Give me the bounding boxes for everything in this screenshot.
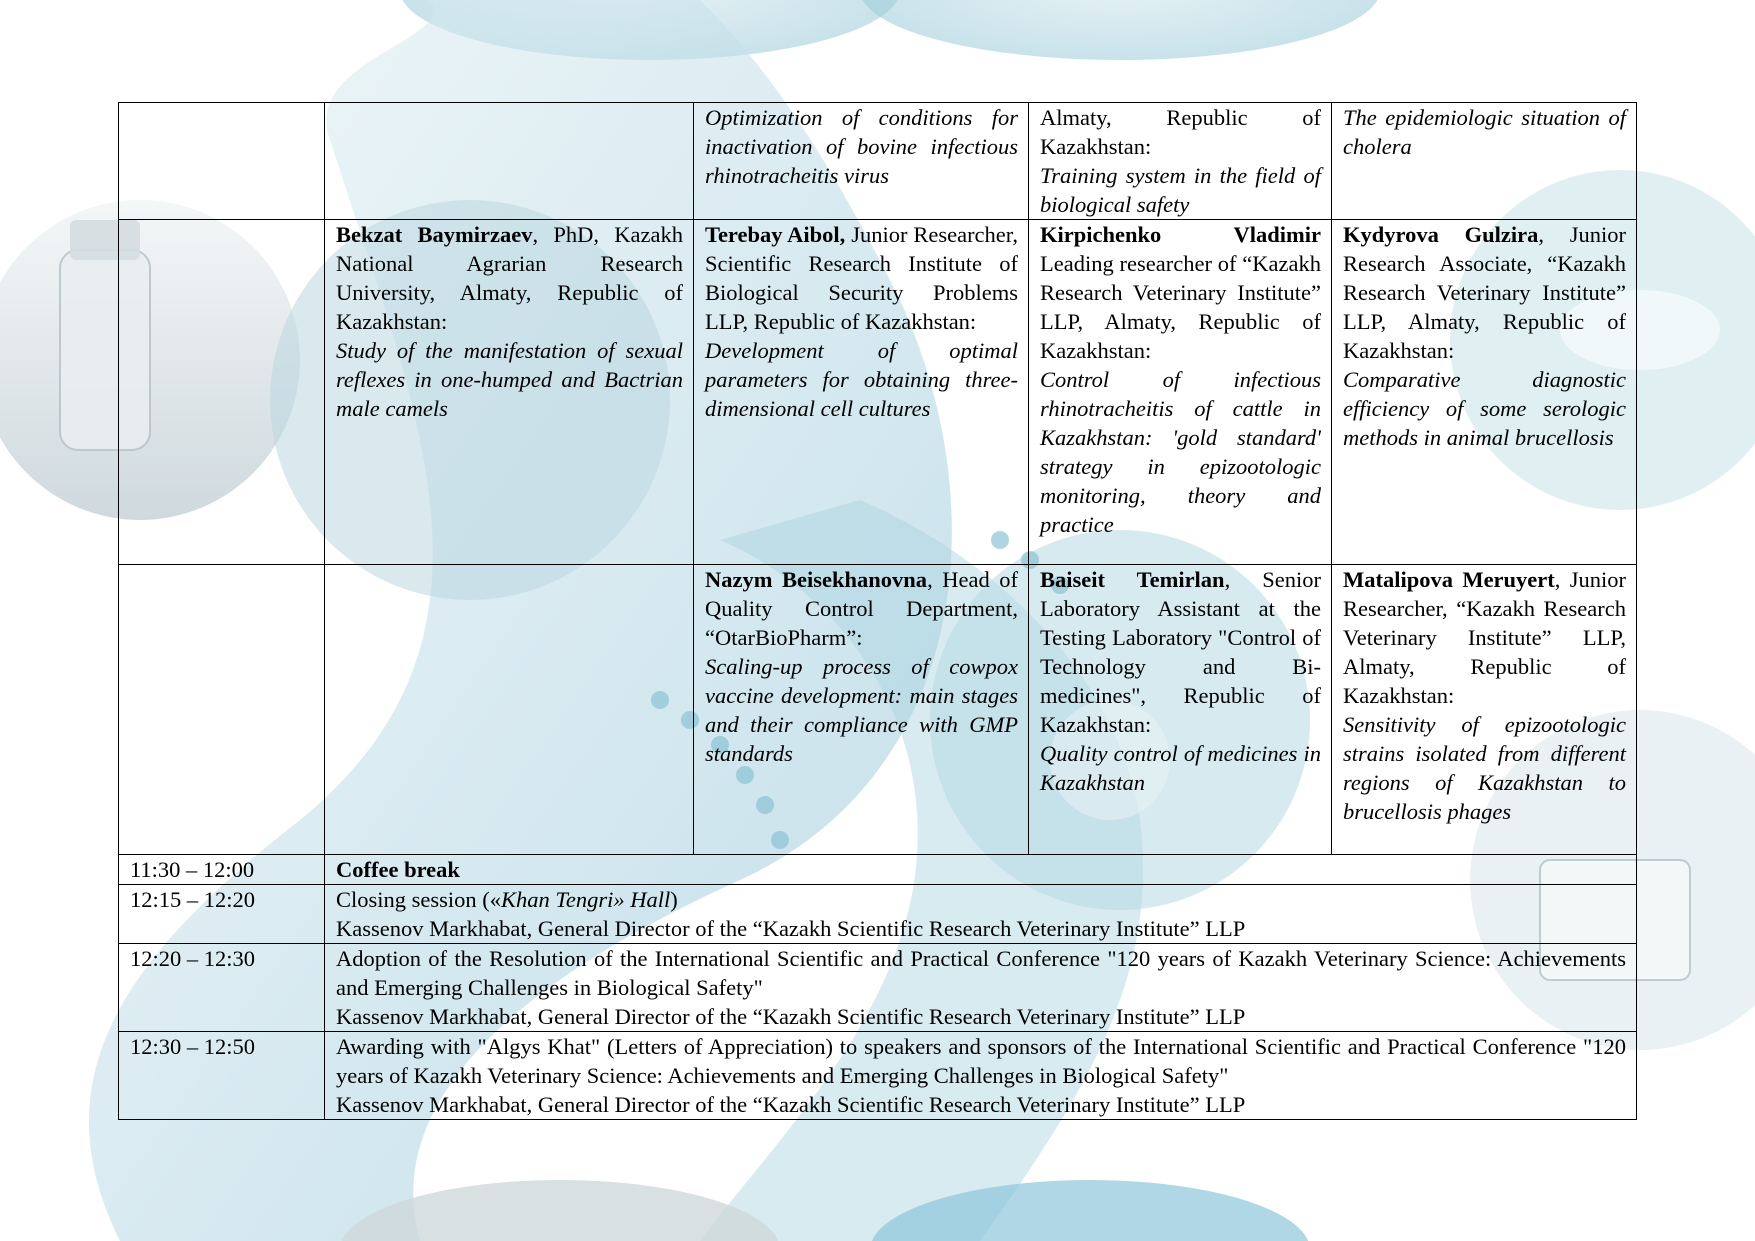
speaker-cell bbox=[325, 565, 694, 855]
speaker-cell bbox=[694, 220, 1029, 565]
speaker-cell bbox=[1332, 220, 1637, 565]
talk-topic: Control of infectious rhinotracheitis of cattle in Kazakhstan: 'gold standard' strategy in epizootologic monitoring, theory and practice bbox=[1040, 367, 1321, 537]
speaker-affiliation: , Junior Researcher, “Kazakh Research Veterinary Institute” LLP, Almaty, Republic of Kazakhstan: bbox=[1343, 567, 1626, 708]
speaker-cell bbox=[1029, 103, 1332, 220]
talk-topic: Optimization of conditions for inactivation of bovine infectious rhinotracheitis virus bbox=[705, 105, 1018, 188]
time-cell bbox=[119, 220, 325, 565]
session-title: Coffee break bbox=[325, 855, 1637, 885]
session-speaker: Kassenov Markhabat, General Director of the “Kazakh Scientific Research Veterinary Institute” LLP bbox=[336, 1092, 1246, 1117]
talk-topic: Development of optimal parameters for obtaining three-dimensional cell cultures bbox=[705, 338, 1018, 421]
top-right-blob bbox=[860, 0, 1380, 60]
session-speaker: Kassenov Markhabat, General Director of the “Kazakh Scientific Research Veterinary Institute” LLP bbox=[336, 1004, 1246, 1029]
speaker-cell bbox=[1332, 565, 1637, 855]
awarding-row bbox=[119, 1032, 1637, 1120]
closing-session-row bbox=[119, 885, 1637, 944]
session-title: Adoption of the Resolution of the International Scientific and Practical Conference "120 years of Kazakh Veterinary Science: Achievements and Emerging Challenges in Biological Safety" bbox=[336, 946, 1626, 1000]
session-description: Closing session («Khan Tengri» Hall) Kassenov Markhabat, General Director of the “Kazakh Scientific Research Veterinary Institute” LLP bbox=[325, 885, 1637, 944]
talk-topic: Training system in the field of biological safety bbox=[1040, 163, 1321, 217]
hall-name: Khan Tengri» Hall bbox=[501, 887, 671, 912]
speaker-cell bbox=[694, 565, 1029, 855]
session-time: 12:30 – 12:50 bbox=[119, 1032, 325, 1120]
session-time: 11:30 – 12:00 bbox=[119, 855, 325, 885]
session-speaker: Kassenov Markhabat, General Director of the “Kazakh Scientific Research Veterinary Institute” LLP bbox=[336, 916, 1246, 941]
table-row bbox=[119, 565, 1637, 855]
session-title: Closing session (« bbox=[336, 887, 502, 912]
session-time: 12:15 – 12:20 bbox=[119, 885, 325, 944]
program-page bbox=[118, 102, 1636, 1120]
talk-topic: Comparative diagnostic efficiency of some serologic methods in animal brucellosis bbox=[1343, 367, 1626, 450]
table-row bbox=[119, 220, 1637, 565]
program-table bbox=[118, 102, 1637, 1120]
table-row bbox=[119, 103, 1637, 220]
speaker-cell bbox=[325, 103, 694, 220]
adoption-row bbox=[119, 944, 1637, 1032]
speaker-cell bbox=[694, 103, 1029, 220]
speaker-cell bbox=[1029, 220, 1332, 565]
speaker-name: Matalipova Meruyert bbox=[1343, 567, 1555, 592]
talk-topic: Sensitivity of epizootologic strains isolated from different regions of Kazakhstan to brucellosis phages bbox=[1343, 712, 1626, 824]
speaker-affiliation: Leading researcher of “Kazakh Research Veterinary Institute” LLP, Almaty, Republic of Kazakhstan: bbox=[1040, 251, 1321, 363]
session-description bbox=[325, 1032, 1637, 1120]
speaker-name: Nazym Beisekhanovna bbox=[705, 567, 928, 592]
talk-topic: Quality control of medicines in Kazakhstan bbox=[1040, 741, 1321, 795]
speaker-affiliation: , PhD, Kazakh National Agrarian Research University, Almaty, Republic of Kazakhstan: bbox=[336, 222, 683, 334]
speaker-affiliation: Almaty, Republic of Kazakhstan: bbox=[1040, 105, 1321, 159]
talk-topic: The epidemiologic situation of cholera bbox=[1343, 105, 1626, 159]
speaker-name: Terebay Aibol, bbox=[705, 222, 846, 247]
coffee-break-row bbox=[119, 855, 1637, 885]
speaker-name: Baiseit Temirlan bbox=[1040, 567, 1225, 592]
time-cell bbox=[119, 103, 325, 220]
speaker-affiliation: , Head of Quality Control Department, “OtarBioPharm”: bbox=[705, 567, 1018, 650]
speaker-name: Kirpichenko Vladimir bbox=[1040, 222, 1321, 247]
speaker-affiliation: Junior Researcher, Scientific Research Institute of Biological Security Problems LLP, Republic of Kazakhstan: bbox=[705, 222, 1018, 334]
session-title: Awarding with "Algys Khat" (Letters of Appreciation) to speakers and sponsors of the International Scientific and Practical Conference "120 years of Kazakh Veterinary Science: Achievements and Emerging Challenges in Biological Safety" bbox=[336, 1034, 1626, 1088]
speaker-name: Bekzat Baymirzaev bbox=[336, 222, 533, 247]
speaker-affiliation: , Junior Research Associate, “Kazakh Research Veterinary Institute” LLP, Almaty, Republic of Kazakhstan: bbox=[1343, 222, 1626, 363]
speaker-cell bbox=[1029, 565, 1332, 855]
time-cell bbox=[119, 565, 325, 855]
talk-topic: Scaling-up process of cowpox vaccine development: main stages and their compliance with GMP standards bbox=[705, 654, 1018, 766]
speaker-affiliation: , Senior Laboratory Assistant at the Testing Laboratory "Control of Technology and Bi-medicines", Republic of Kazakhstan: bbox=[1040, 567, 1322, 737]
talk-topic: Study of the manifestation of sexual reflexes in one-humped and Bactrian male camels bbox=[336, 338, 683, 421]
session-description bbox=[325, 944, 1637, 1032]
speaker-name: Kydyrova Gulzira bbox=[1343, 222, 1539, 247]
session-time: 12:20 – 12:30 bbox=[119, 944, 325, 1032]
speaker-cell bbox=[1332, 103, 1637, 220]
speaker-cell bbox=[325, 220, 694, 565]
